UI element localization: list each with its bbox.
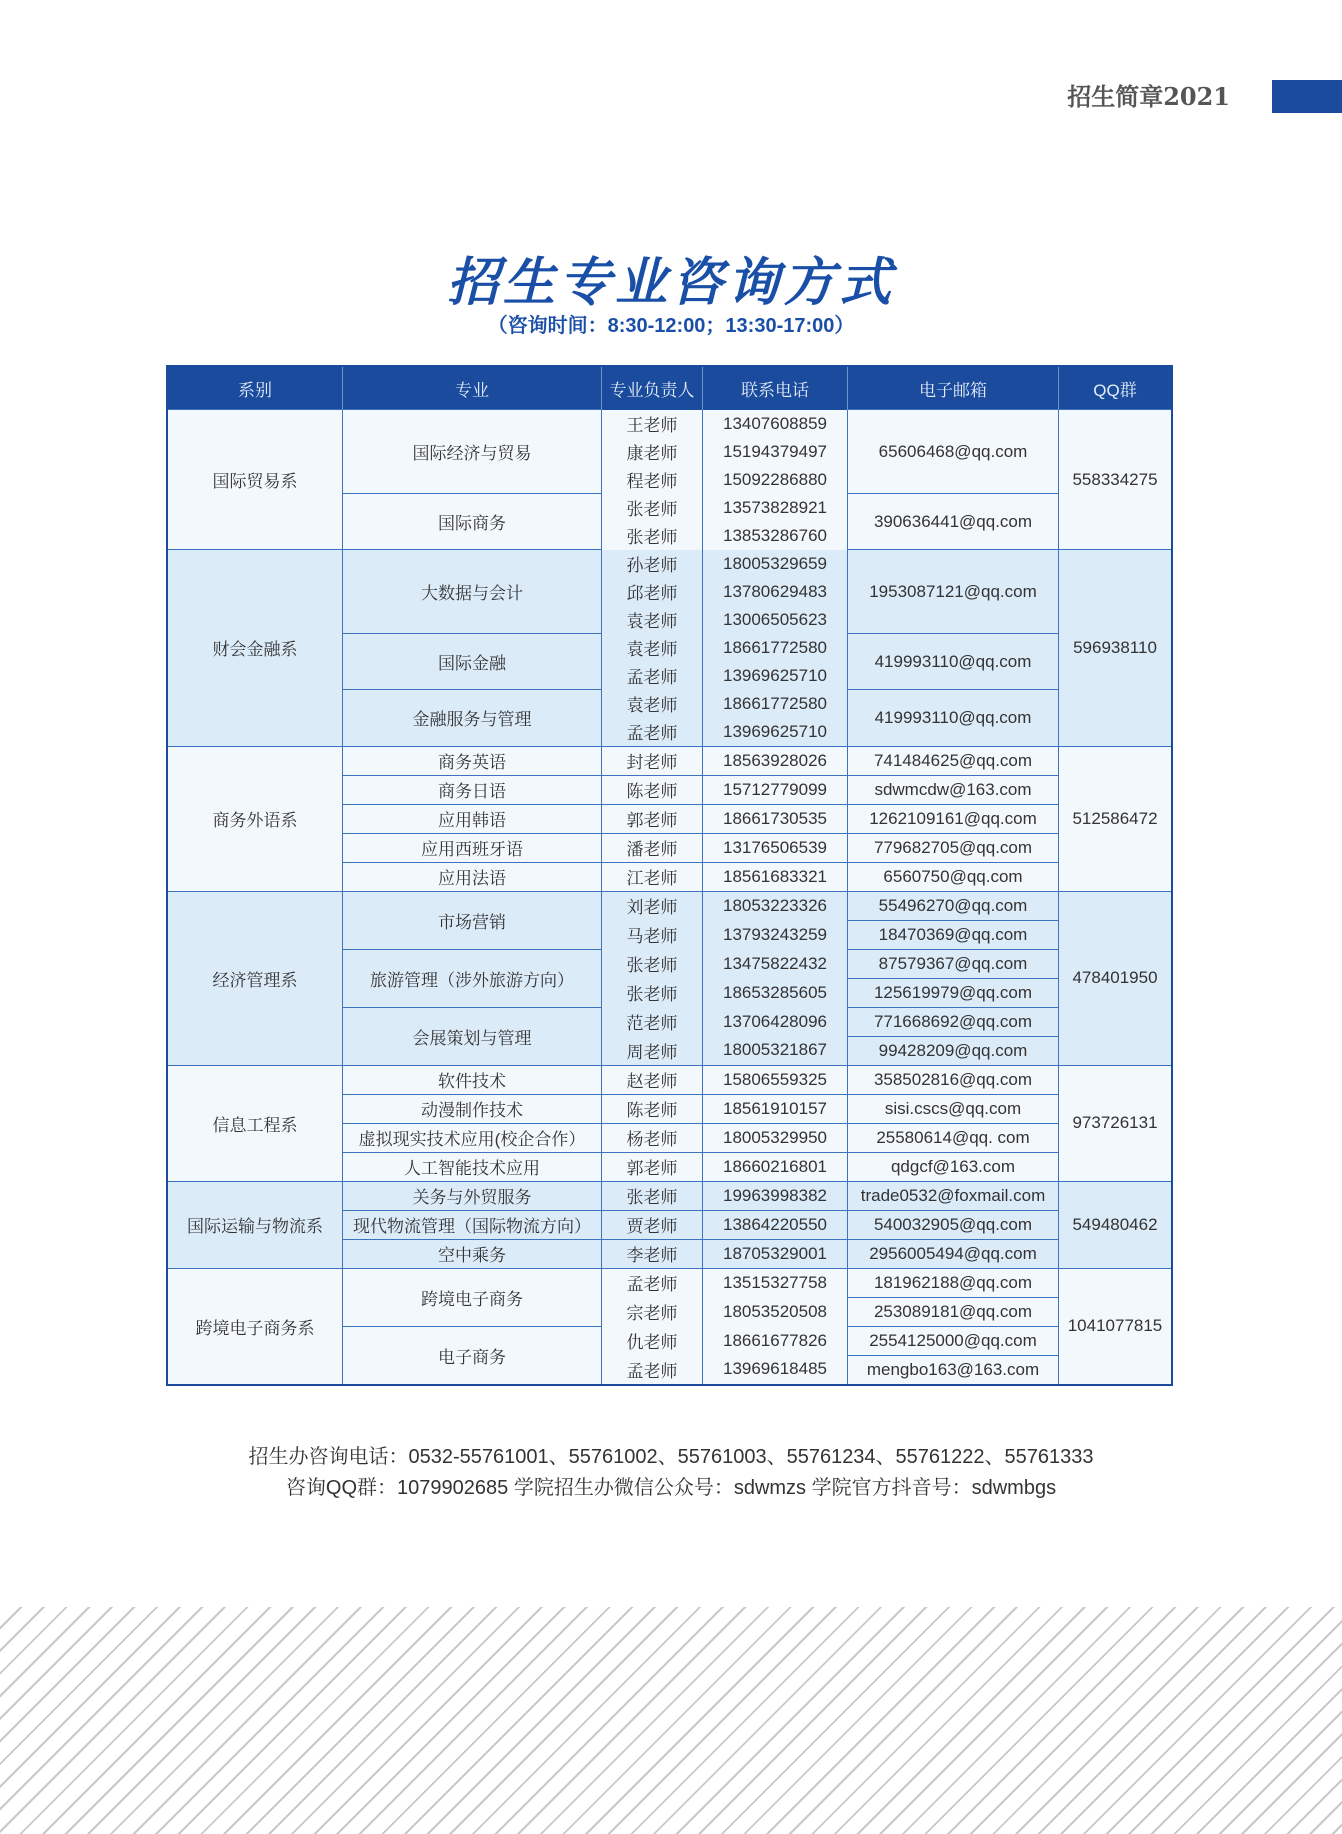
phone-cell: 13969625710 — [703, 662, 848, 690]
major-cell: 商务日语 — [343, 775, 602, 804]
brochure-brand: 招生简章2021 — [1067, 82, 1230, 111]
teacher-cell: 江老师 — [602, 862, 703, 891]
email-cell: 25580614@qq. com — [848, 1123, 1059, 1152]
email-cell: 779682705@qq.com — [848, 833, 1059, 862]
phone-cell: 15712779099 — [703, 775, 848, 804]
teacher-cell: 张老师 — [602, 494, 703, 522]
phone-cell: 18661677826 — [703, 1326, 848, 1355]
table-row — [167, 746, 1172, 775]
phone-cell: 18660216801 — [703, 1152, 848, 1181]
phone-cell: 13475822432 — [703, 949, 848, 978]
teacher-cell: 范老师 — [602, 1007, 703, 1036]
phone-cell: 18561910157 — [703, 1094, 848, 1123]
phone-cell: 18005329950 — [703, 1123, 848, 1152]
email-cell: 358502816@qq.com — [848, 1065, 1059, 1094]
email-cell: mengbo163@163.com — [848, 1355, 1059, 1385]
teacher-cell: 袁老师 — [602, 634, 703, 662]
email-cell: 540032905@qq.com — [848, 1210, 1059, 1239]
consult-hours: （咨询时间：8:30-12:00；13:30-17:00） — [487, 315, 855, 337]
decorative-stripes — [0, 1607, 1342, 1834]
email-cell: 87579367@qq.com — [848, 949, 1059, 978]
qq-group-cell: 558334275 — [1059, 410, 1173, 550]
col-header-phone: 联系电话 — [703, 366, 848, 410]
major-cell: 空中乘务 — [343, 1239, 602, 1268]
qq-group-cell: 596938110 — [1059, 550, 1173, 747]
major-cell: 人工智能技术应用 — [343, 1152, 602, 1181]
teacher-cell: 刘老师 — [602, 891, 703, 920]
major-cell: 应用西班牙语 — [343, 833, 602, 862]
dept-cell: 跨境电子商务系 — [167, 1268, 343, 1385]
major-cell: 软件技术 — [343, 1065, 602, 1094]
major-cell: 国际金融 — [343, 634, 602, 690]
dept-cell: 国际贸易系 — [167, 410, 343, 550]
major-cell: 旅游管理（涉外旅游方向） — [343, 949, 602, 1007]
teacher-cell: 郭老师 — [602, 1152, 703, 1181]
dept-cell: 信息工程系 — [167, 1065, 343, 1181]
email-cell: 55496270@qq.com — [848, 891, 1059, 920]
teacher-cell: 程老师 — [602, 466, 703, 494]
major-cell: 金融服务与管理 — [343, 690, 602, 747]
email-cell: 419993110@qq.com — [848, 690, 1059, 747]
phone-cell: 13780629483 — [703, 578, 848, 606]
email-cell: 390636441@qq.com — [848, 494, 1059, 550]
email-cell: 253089181@qq.com — [848, 1297, 1059, 1326]
major-cell: 应用法语 — [343, 862, 602, 891]
phone-cell: 18053223326 — [703, 891, 848, 920]
qq-group-cell: 549480462 — [1059, 1181, 1173, 1268]
phone-cell: 15806559325 — [703, 1065, 848, 1094]
email-cell: 181962188@qq.com — [848, 1268, 1059, 1297]
teacher-cell: 宗老师 — [602, 1297, 703, 1326]
phone-cell: 18661772580 — [703, 690, 848, 718]
brand-color-bar — [1272, 80, 1342, 113]
phone-cell: 18661730535 — [703, 804, 848, 833]
email-cell: 125619979@qq.com — [848, 978, 1059, 1007]
col-header-dept: 系别 — [167, 366, 343, 410]
teacher-cell: 仇老师 — [602, 1326, 703, 1355]
phone-cell: 13706428096 — [703, 1007, 848, 1036]
email-cell: sdwmcdw@163.com — [848, 775, 1059, 804]
email-cell: 2956005494@qq.com — [848, 1239, 1059, 1268]
qq-group-cell: 973726131 — [1059, 1065, 1173, 1181]
table-row — [167, 410, 1172, 438]
email-cell: 1262109161@qq.com — [848, 804, 1059, 833]
teacher-cell: 陈老师 — [602, 775, 703, 804]
major-cell: 商务英语 — [343, 746, 602, 775]
phone-cell: 18653285605 — [703, 978, 848, 1007]
table-header-row — [167, 366, 1172, 410]
dept-cell: 商务外语系 — [167, 746, 343, 891]
teacher-cell: 贾老师 — [602, 1210, 703, 1239]
email-cell: 6560750@qq.com — [848, 862, 1059, 891]
email-cell: sisi.cscs@qq.com — [848, 1094, 1059, 1123]
major-cell: 虚拟现实技术应用(校企合作） — [343, 1123, 602, 1152]
dept-cell: 经济管理系 — [167, 891, 343, 1065]
dept-cell: 财会金融系 — [167, 550, 343, 747]
qq-group-cell: 478401950 — [1059, 891, 1173, 1065]
teacher-cell: 张老师 — [602, 978, 703, 1007]
phone-cell: 13853286760 — [703, 522, 848, 550]
phone-cell: 18005329659 — [703, 550, 848, 578]
teacher-cell: 张老师 — [602, 949, 703, 978]
email-cell: 771668692@qq.com — [848, 1007, 1059, 1036]
teacher-cell: 张老师 — [602, 522, 703, 550]
table-row — [167, 1268, 1172, 1297]
phone-cell: 13515327758 — [703, 1268, 848, 1297]
teacher-cell: 李老师 — [602, 1239, 703, 1268]
major-cell: 现代物流管理（国际物流方向） — [343, 1210, 602, 1239]
email-cell: 18470369@qq.com — [848, 920, 1059, 949]
major-cell: 大数据与会计 — [343, 550, 602, 634]
col-header-teacher: 专业负责人 — [602, 366, 703, 410]
email-cell: 65606468@qq.com — [848, 410, 1059, 494]
teacher-cell: 潘老师 — [602, 833, 703, 862]
email-cell: 2554125000@qq.com — [848, 1326, 1059, 1355]
teacher-cell: 杨老师 — [602, 1123, 703, 1152]
phone-cell: 18005321867 — [703, 1036, 848, 1065]
col-header-email: 电子邮箱 — [848, 366, 1059, 410]
qq-group-cell: 512586472 — [1059, 746, 1173, 891]
teacher-cell: 封老师 — [602, 746, 703, 775]
teacher-cell: 袁老师 — [602, 690, 703, 718]
teacher-cell: 孙老师 — [602, 550, 703, 578]
footer-phone-line: 招生办咨询电话：0532-55761001、55761002、55761003、55761234、55761222、55761333 — [248, 1446, 1094, 1468]
major-cell: 市场营销 — [343, 891, 602, 949]
email-cell: qdgcf@163.com — [848, 1152, 1059, 1181]
qq-group-cell: 1041077815 — [1059, 1268, 1173, 1385]
phone-cell: 19963998382 — [703, 1181, 848, 1210]
teacher-cell: 周老师 — [602, 1036, 703, 1065]
phone-cell: 18661772580 — [703, 634, 848, 662]
teacher-cell: 赵老师 — [602, 1065, 703, 1094]
teacher-cell: 邱老师 — [602, 578, 703, 606]
table-row — [167, 1065, 1172, 1094]
major-cell: 关务与外贸服务 — [343, 1181, 602, 1210]
teacher-cell: 马老师 — [602, 920, 703, 949]
page-title: 招生专业咨询方式 — [446, 254, 895, 312]
teacher-cell: 陈老师 — [602, 1094, 703, 1123]
email-cell: 741484625@qq.com — [848, 746, 1059, 775]
phone-cell: 18053520508 — [703, 1297, 848, 1326]
phone-cell: 15092286880 — [703, 466, 848, 494]
phone-cell: 18561683321 — [703, 862, 848, 891]
major-cell: 会展策划与管理 — [343, 1007, 602, 1065]
email-cell: 99428209@qq.com — [848, 1036, 1059, 1065]
phone-cell: 13864220550 — [703, 1210, 848, 1239]
dept-cell: 国际运输与物流系 — [167, 1181, 343, 1268]
phone-cell: 18563928026 — [703, 746, 848, 775]
col-header-major: 专业 — [343, 366, 602, 410]
table-row — [167, 1181, 1172, 1210]
footer-social-line: 咨询QQ群：1079902685 学院招生办微信公众号：sdwmzs 学院官方抖音号：sdwmbgs — [285, 1477, 1057, 1499]
table-body — [167, 410, 1172, 1385]
major-cell: 电子商务 — [343, 1326, 602, 1385]
teacher-cell: 孟老师 — [602, 718, 703, 747]
teacher-cell: 孟老师 — [602, 1355, 703, 1385]
phone-cell: 13407608859 — [703, 410, 848, 438]
table-row — [167, 550, 1172, 578]
phone-cell: 13006505623 — [703, 606, 848, 634]
phone-cell: 15194379497 — [703, 438, 848, 466]
phone-cell: 13969625710 — [703, 718, 848, 747]
table-row — [167, 891, 1172, 920]
teacher-cell: 张老师 — [602, 1181, 703, 1210]
major-cell: 国际商务 — [343, 494, 602, 550]
phone-cell: 13793243259 — [703, 920, 848, 949]
major-cell: 动漫制作技术 — [343, 1094, 602, 1123]
phone-cell: 18705329001 — [703, 1239, 848, 1268]
teacher-cell: 王老师 — [602, 410, 703, 438]
phone-cell: 13176506539 — [703, 833, 848, 862]
major-cell: 国际经济与贸易 — [343, 410, 602, 494]
email-cell: 1953087121@qq.com — [848, 550, 1059, 634]
teacher-cell: 郭老师 — [602, 804, 703, 833]
email-cell: 419993110@qq.com — [848, 634, 1059, 690]
teacher-cell: 袁老师 — [602, 606, 703, 634]
phone-cell: 13969618485 — [703, 1355, 848, 1385]
teacher-cell: 孟老师 — [602, 662, 703, 690]
teacher-cell: 康老师 — [602, 438, 703, 466]
major-cell: 应用韩语 — [343, 804, 602, 833]
col-header-qq: QQ群 — [1059, 366, 1173, 410]
email-cell: trade0532@foxmail.com — [848, 1181, 1059, 1210]
major-cell: 跨境电子商务 — [343, 1268, 602, 1326]
contact-table — [166, 365, 1173, 1386]
teacher-cell: 孟老师 — [602, 1268, 703, 1297]
phone-cell: 13573828921 — [703, 494, 848, 522]
